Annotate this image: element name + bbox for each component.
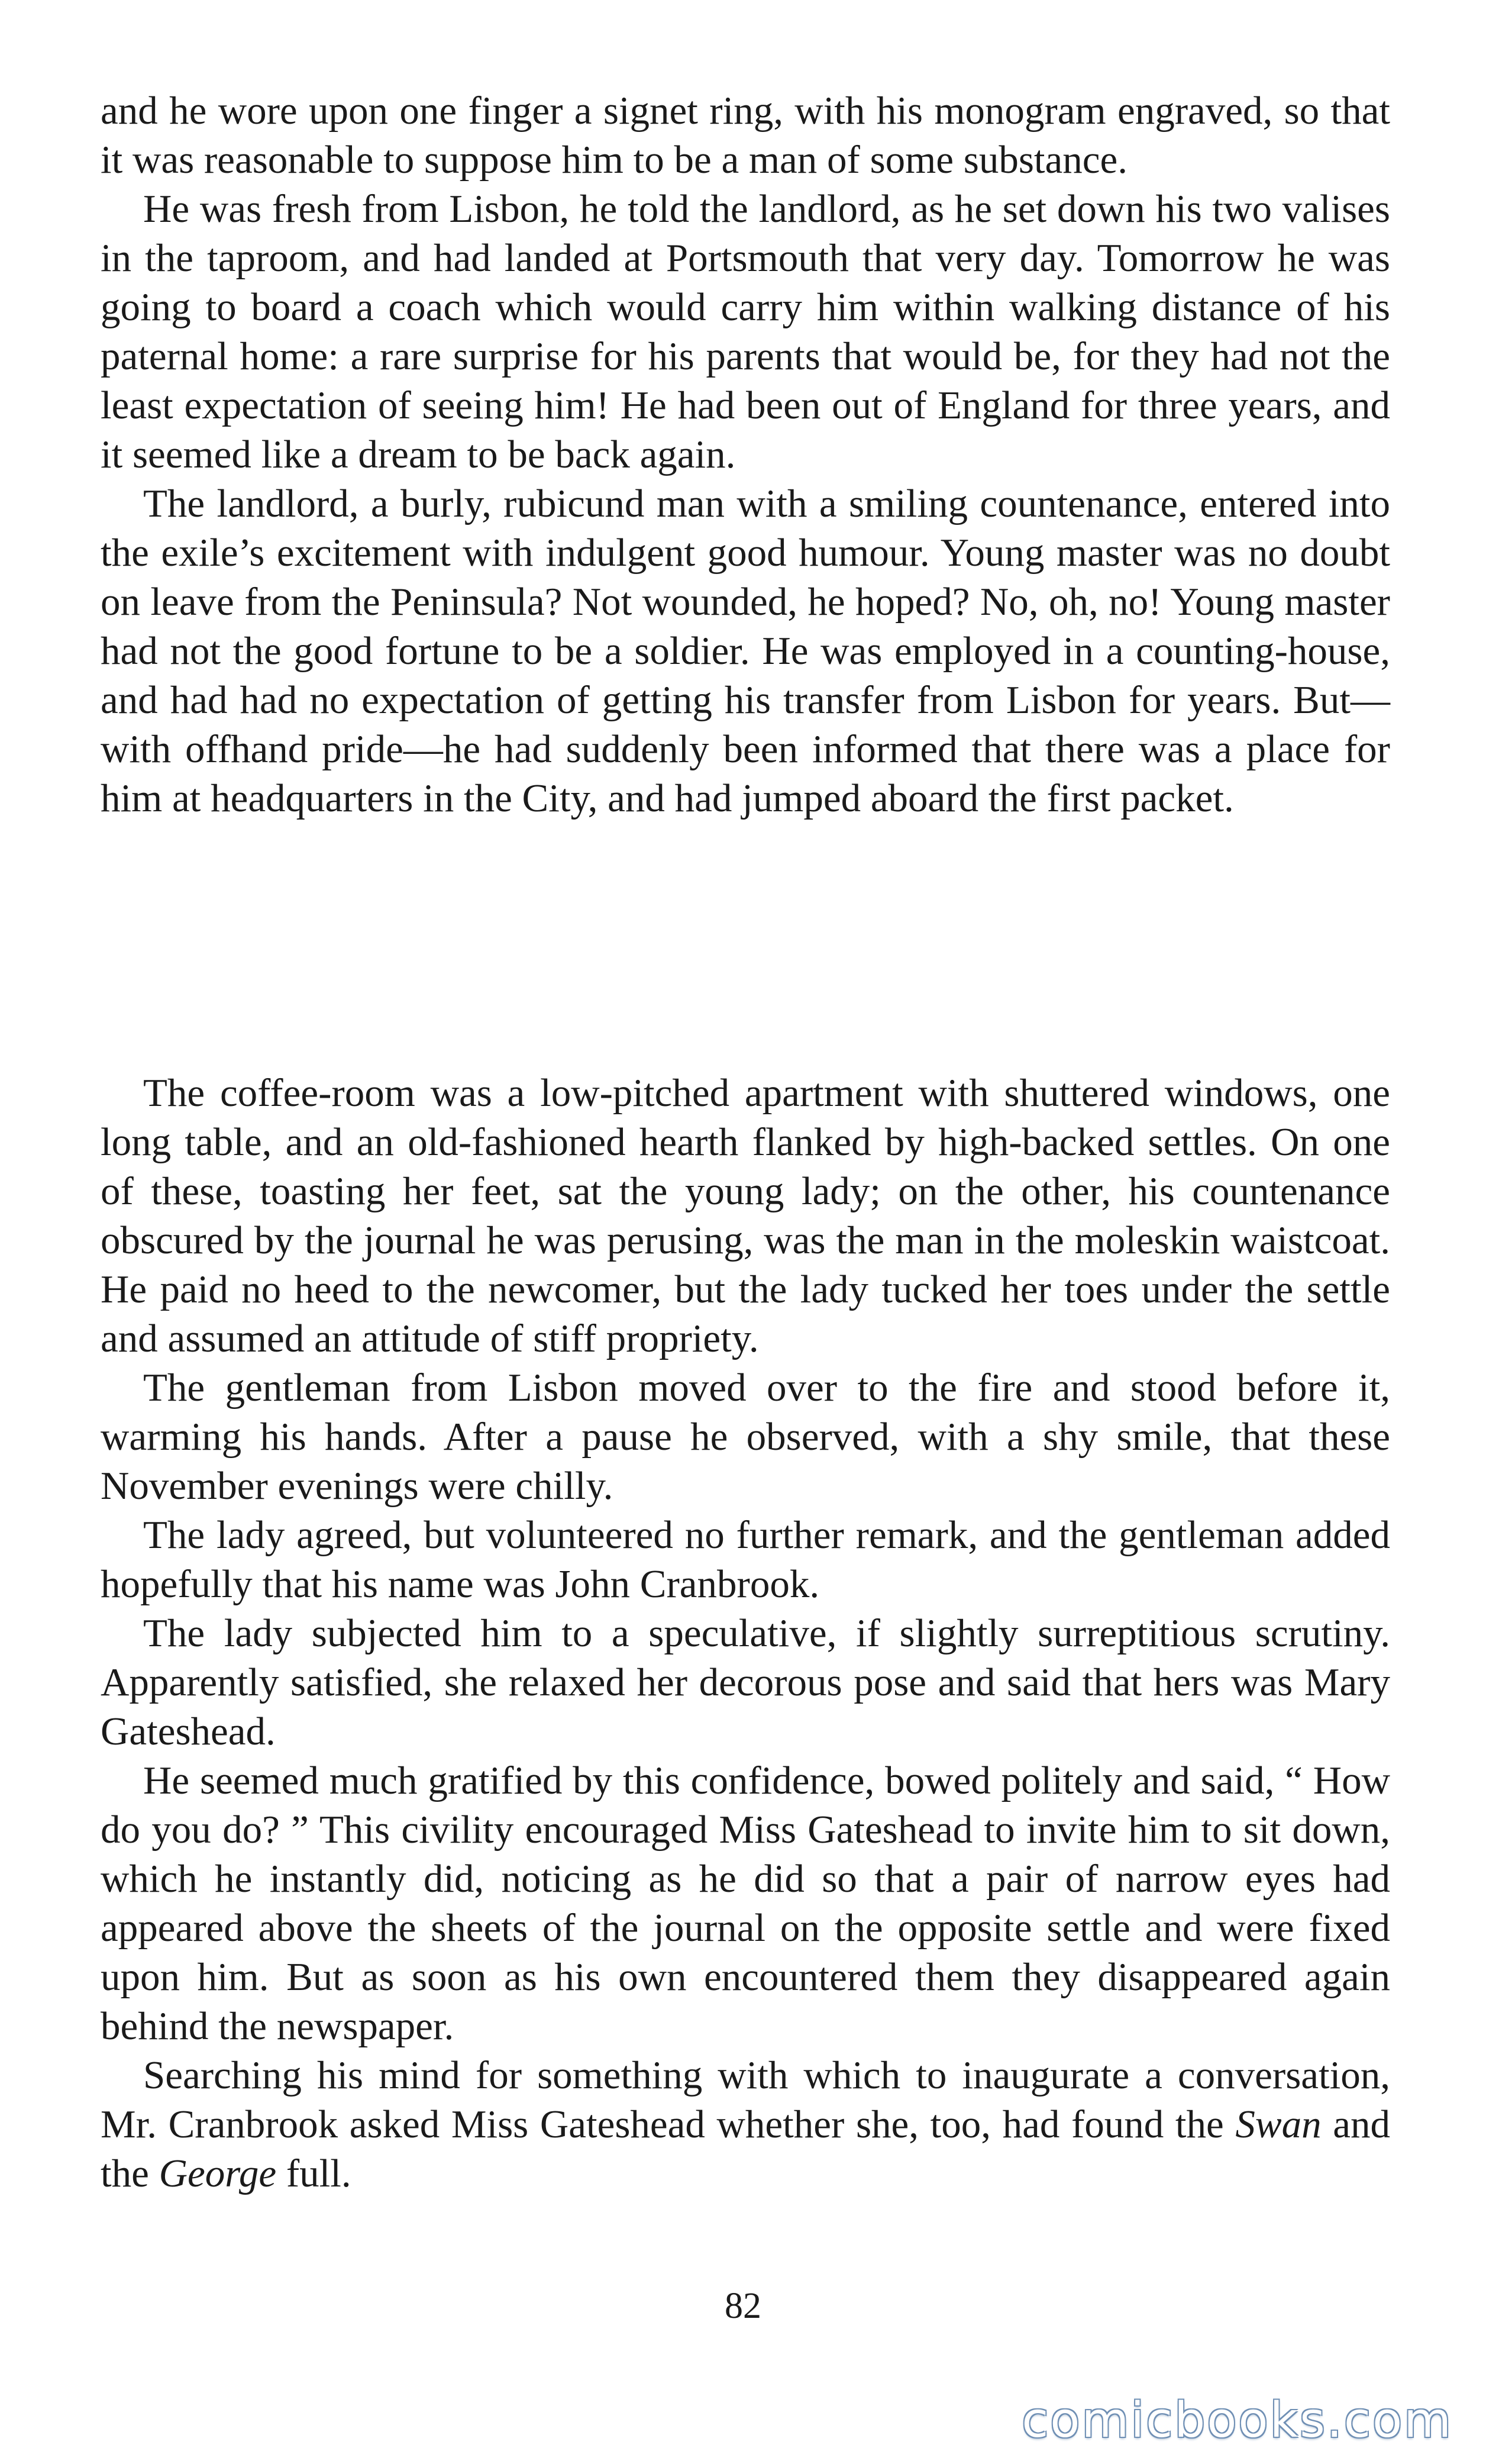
paragraph-last	[101, 2051, 1390, 2198]
paragraph: The lady subjected him to a speculative, if slightly surreptitious scrutiny. Apparently satisfied, she relaxed her decorous pose and said that hers was Mary Gateshead.	[101, 1611, 1390, 1753]
text-run: and the	[101, 2102, 1390, 2195]
text-section-bottom	[101, 1069, 1390, 2198]
paragraph: The landlord, a burly, rubicund man with a smiling countenance, entered into the exile’s excitement with indulgent good humour. Young master was no doubt on leave from the Peninsula? Not wounded, he hoped? No, oh, no! Young master had not the good fortune to be a soldier. He was employed in a counting-house, and had had no expectation of getting his transfer from Lisbon for years. But—with offhand pride—he had suddenly been informed that there was a place for him at headquarters in the City, and had jumped aboard the first packet.	[101, 482, 1390, 820]
text-section-top	[101, 86, 1390, 823]
text-run: full.	[276, 2152, 351, 2195]
paragraph: He seemed much gratified by this confidence, bowed politely and said, “ How do you do? ” This civility encouraged Miss Gateshead to invite him to sit down, which he instantly did, noticing as he did so that a pair of narrow eyes had appeared above the sheets of the journal on the opposite settle and were fixed upon him. But as soon as his own encountered them they disappeared again behind the newspaper.	[101, 1759, 1390, 2048]
paragraph: He was fresh from Lisbon, he told the landlord, as he set down his two valises in the taproom, and had landed at Portsmouth that very day. Tomorrow he was going to board a coach which would carry him within walking distance of his paternal home: a rare surprise for his parents that would be, for they had not the least expectation of seeing him! He had been out of England for three years, and it seemed like a dream to be back again.	[101, 187, 1390, 476]
inn-name-swan: Swan	[1235, 2102, 1322, 2146]
paragraph: The coffee-room was a low-pitched apartment with shuttered windows, one long table, and an old-fashioned hearth flanked by high-backed settles. On one of these, toasting her feet, sat the young lady; on the other, his countenance obscured by the journal he was perusing, was the man in the moleskin waistcoat. He paid no heed to the newcomer, but the lady tucked her toes under the settle and assumed an attitude of stiff propriety.	[101, 1071, 1390, 1360]
paragraph: The gentleman from Lisbon moved over to the fire and stood before it, warming his hands. After a pause he observed, with a shy smile, that these November evenings were chilly.	[101, 1366, 1390, 1508]
paragraph: and he wore upon one finger a signet ring, with his monogram engraved, so that it was reasonable to suppose him to be a man of some substance.	[101, 89, 1390, 182]
inn-name-george: George	[159, 2152, 277, 2195]
watermark: comicbooks.com	[1022, 2392, 1453, 2449]
page-number: 82	[725, 2286, 761, 2326]
paragraph: The lady agreed, but volunteered no further remark, and the gentleman added hopefully that his name was John Cranbrook.	[101, 1513, 1390, 1606]
text-run: Searching his mind for something with which to inaugurate a conversation, Mr. Cranbrook asked Miss Gateshead whether she, too, had found the	[101, 2053, 1390, 2146]
